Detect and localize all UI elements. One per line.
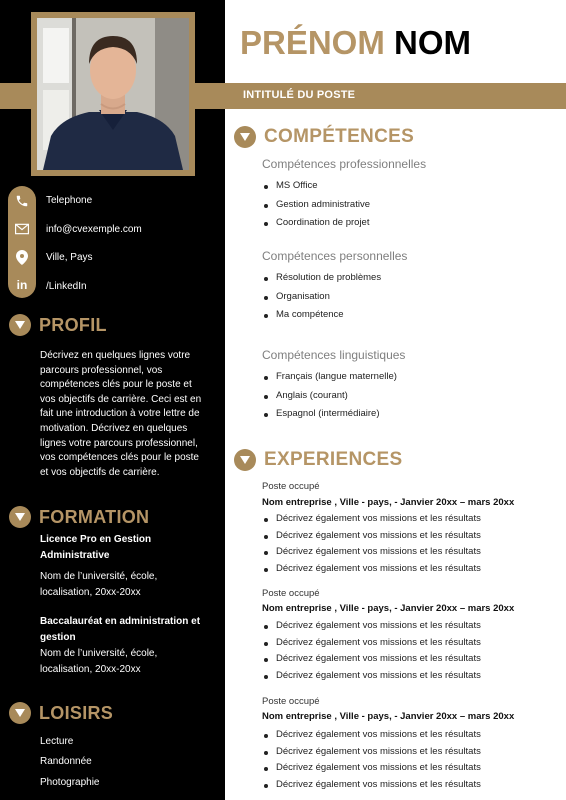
skills-professional-list — [262, 177, 370, 233]
skills-professional-title: Compétences professionnelles — [262, 157, 427, 171]
formation-degree: Licence Pro en Gestion Administrative — [40, 534, 152, 561]
first-name: PRÉNOM — [240, 24, 385, 61]
formation-item — [40, 614, 212, 678]
job-position: Poste occupé — [262, 481, 320, 492]
list-item: Français (langue maternelle) — [262, 368, 397, 387]
experiences-heading — [234, 449, 402, 471]
list-item: Anglais (courant) — [262, 387, 397, 406]
skills-personal-list — [262, 269, 381, 325]
triangle-down-icon — [9, 314, 31, 336]
job-position: Poste occupé — [262, 588, 320, 599]
formation-degree: Baccalauréat en administration et gestion — [40, 616, 201, 643]
formation-heading — [9, 506, 149, 528]
competences-heading — [234, 126, 414, 148]
list-item: Décrivez également vos missions et les résultats — [262, 777, 481, 794]
list-item: Résolution de problèmes — [262, 269, 381, 288]
list-item: Ma compétence — [262, 306, 381, 325]
experiences-heading-label: EXPERIENCES — [264, 449, 403, 470]
competences-heading-label: COMPÉTENCES — [264, 126, 415, 147]
formation-heading-label: FORMATION — [39, 506, 150, 527]
list-item: Décrivez également vos missions et les résultats — [262, 561, 481, 578]
list-item: Décrivez également vos missions et les résultats — [262, 760, 481, 777]
hobby-item: Randonnée — [40, 756, 92, 767]
skills-languages-title: Compétences linguistiques — [262, 348, 406, 362]
job-position: Poste occupé — [262, 696, 320, 707]
list-item: Décrivez également vos missions et les résultats — [262, 544, 481, 561]
triangle-down-icon — [234, 449, 256, 471]
list-item: Décrivez également vos missions et les résultats — [262, 668, 481, 685]
skills-personal-title: Compétences personnelles — [262, 249, 408, 263]
list-item: Décrivez également vos missions et les résultats — [262, 651, 481, 668]
list-item: Décrivez également vos missions et les résultats — [262, 528, 481, 545]
contact-phone: Telephone — [46, 195, 93, 206]
list-item: MS Office — [262, 177, 370, 196]
skills-languages-list — [262, 368, 397, 424]
list-item: Décrivez également vos missions et les résultats — [262, 511, 481, 528]
formation-school: Nom de l’université, école, localisation, 20xx-20xx — [40, 571, 158, 598]
job-task-list — [262, 511, 481, 577]
list-item: Décrivez également vos missions et les résultats — [262, 727, 481, 744]
job-title: INTITULÉ DU POSTE — [243, 89, 356, 101]
triangle-down-icon — [234, 126, 256, 148]
profile-photo — [37, 18, 189, 170]
list-item: Décrivez également vos missions et les résultats — [262, 618, 481, 635]
last-name: NOM — [394, 24, 472, 61]
list-item: Gestion administrative — [262, 196, 370, 215]
contact-email: info@cvexemple.com — [46, 224, 142, 235]
list-item: Décrivez également vos missions et les résultats — [262, 744, 481, 761]
job-task-list — [262, 727, 481, 793]
job-company-line: Nom entreprise , Ville - pays, - Janvier 20xx – mars 20xx — [262, 603, 515, 614]
location-pin-icon — [8, 243, 36, 271]
profil-heading-label: PROFIL — [39, 314, 107, 335]
profile-photo-frame — [31, 12, 195, 176]
loisirs-heading-label: LOISIRS — [39, 702, 114, 723]
list-item: Coordination de projet — [262, 214, 370, 233]
hobby-item: Lecture — [40, 736, 74, 747]
formation-school: Nom de l’université, école, localisation, 20xx-20xx — [40, 648, 158, 675]
profile-text: Décrivez en quelques lignes votre parcours professionnel, vos compétences clés pour le poste et vos objectifs de carrière. Ceci est en fait une introduction à votre lettre de motivation. Décrivez en quelques lignes votre parcours professionnel, vos compétences clés pour le poste et vos objectifs de carrière. — [40, 350, 202, 478]
list-item: Espagnol (intermédiaire) — [262, 405, 397, 424]
linkedin-icon: in — [16, 278, 28, 292]
triangle-down-icon — [9, 506, 31, 528]
profil-heading — [9, 314, 107, 336]
list-item: Décrivez également vos missions et les résultats — [262, 635, 481, 652]
email-icon — [8, 215, 36, 243]
loisirs-heading — [9, 702, 113, 724]
full-name — [240, 24, 471, 62]
list-item: Organisation — [262, 288, 381, 307]
formation-item — [40, 532, 212, 601]
contact-linkedin: /LinkedIn — [46, 281, 87, 292]
job-company-line: Nom entreprise , Ville - pays, - Janvier 20xx – mars 20xx — [262, 497, 515, 508]
contact-location: Ville, Pays — [46, 252, 93, 263]
phone-icon — [8, 187, 36, 215]
triangle-down-icon — [9, 702, 31, 724]
job-task-list — [262, 618, 481, 684]
hobby-item: Photographie — [40, 777, 100, 788]
job-company-line: Nom entreprise , Ville - pays, - Janvier 20xx – mars 20xx — [262, 711, 515, 722]
